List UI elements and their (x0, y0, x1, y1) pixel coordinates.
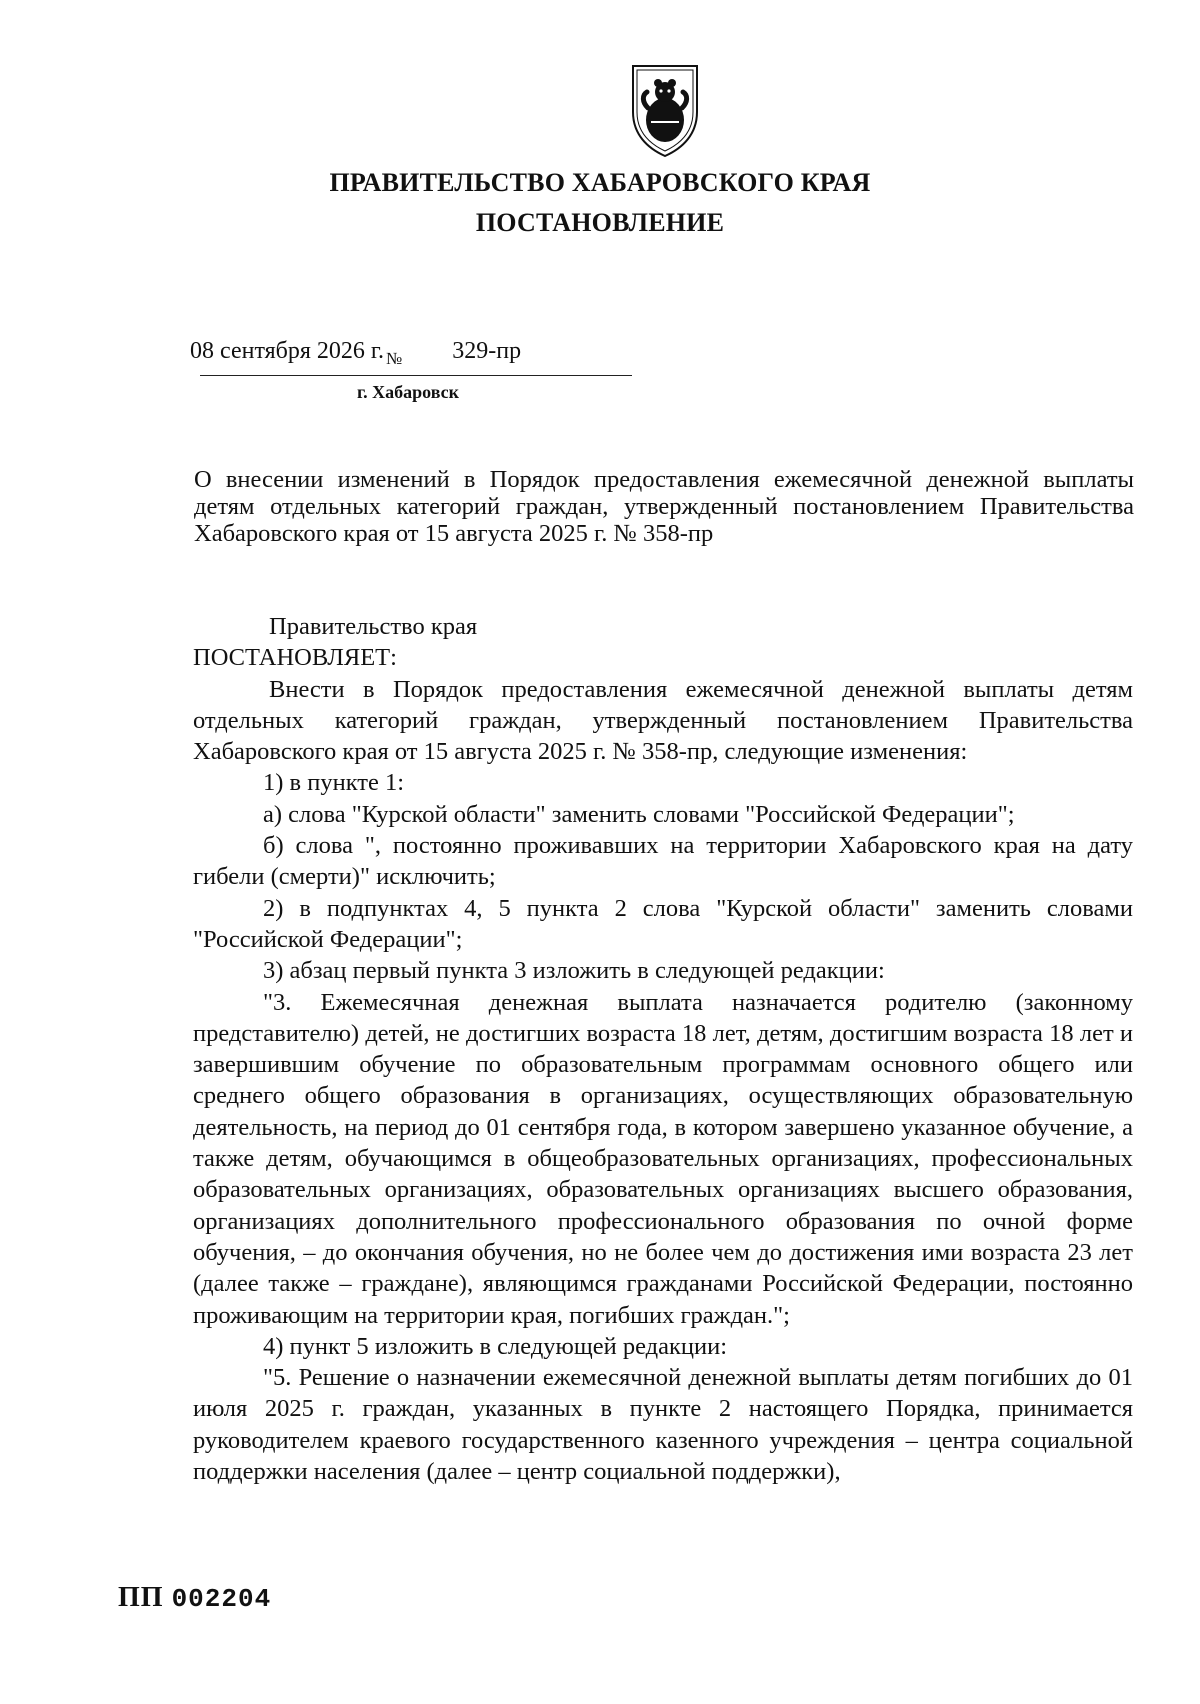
body-paragraph: 4) пункт 5 изложить в следующей редакции: (263, 1332, 728, 1360)
form-series: ПП (118, 1582, 164, 1613)
document-number: 329-пр (452, 338, 522, 364)
form-serial-number (118, 1582, 271, 1614)
organization-title: ПРАВИТЕЛЬСТВО ХАБАРОВСКОГО КРАЯ (329, 168, 871, 197)
number-label: № (386, 349, 403, 368)
date-underline (200, 375, 632, 376)
document-date: 08 сентября 2026 г. (190, 338, 385, 364)
body-paragraph: 1) в пункте 1: (263, 769, 405, 797)
body-paragraph: Правительство края (269, 613, 478, 640)
form-serial: 002204 (171, 1584, 272, 1614)
body-paragraph: 2) в подпунктах 4, 5 пункта 2 слова "Курской области" заменить словами "Российской Федерации"; (193, 894, 1133, 953)
document-type: ПОСТАНОВЛЕНИЕ (475, 208, 725, 237)
document-city: г. Хабаровск (357, 382, 460, 402)
body-paragraph: "5. Решение о назначении ежемесячной денежной выплаты детям погибших до 01 июля 2025 г. граждан, указанных в пункте 2 настоящего Порядка, принимается руководителем краевого государственного казенного учреждения – центра социальной поддержки населения (далее – центр социальной поддержки), (193, 1364, 1133, 1486)
document-body (193, 611, 1133, 1487)
body-paragraph: "3. Ежемесячная денежная выплата назначается родителю (законному представителю) детей, не достигших возраста 18 лет, детям, достигшим возраста 18 лет и завершившим обучение по образовательным программам основного общего или среднего общего образования в организациях, осуществляющих образовательную деятельность, на период до 01 сентября года, в котором завершено указанное обучение, а также детям, обучающимся в общеобразовательных организациях, профессиональных образовательных организациях, образовательных организациях высшего образования, организациях дополнительного профессионального образования по очной форме обучения, – до окончания обучения, но не более чем до достижения ими возраста 23 лет (далее также – граждане), являющимся гражданами Российской Федерации, постоянно проживающим на территории края, погибших граждан."; (193, 988, 1133, 1329)
date-number-line (190, 338, 521, 369)
document-subject: О внесении изменений в Порядок предоставления ежемесячной денежной выплаты детям отдельных категорий граждан, утвержденный постановлением Правительства Хабаровского края от 15 августа 2025 г. № 358-пр (194, 466, 1134, 547)
coat-of-arms-icon (625, 62, 705, 158)
body-paragraph: б) слова ", постоянно проживавших на территории Хабаровского края на дату гибели (смерти)" исключить; (193, 832, 1133, 891)
body-paragraph: Внести в Порядок предоставления ежемесячной денежной выплаты детям отдельных категорий граждан, утвержденный постановлением Правительства Хабаровского края от 15 августа 2025 г. № 358-пр, следующие изменения: (193, 675, 1133, 766)
body-paragraph: 3) абзац первый пункта 3 изложить в следующей редакции: (263, 957, 885, 985)
body-paragraph: ПОСТАНОВЛЯЕТ: (193, 644, 397, 672)
body-paragraph: а) слова "Курской области" заменить словами "Российской Федерации"; (263, 800, 1015, 828)
